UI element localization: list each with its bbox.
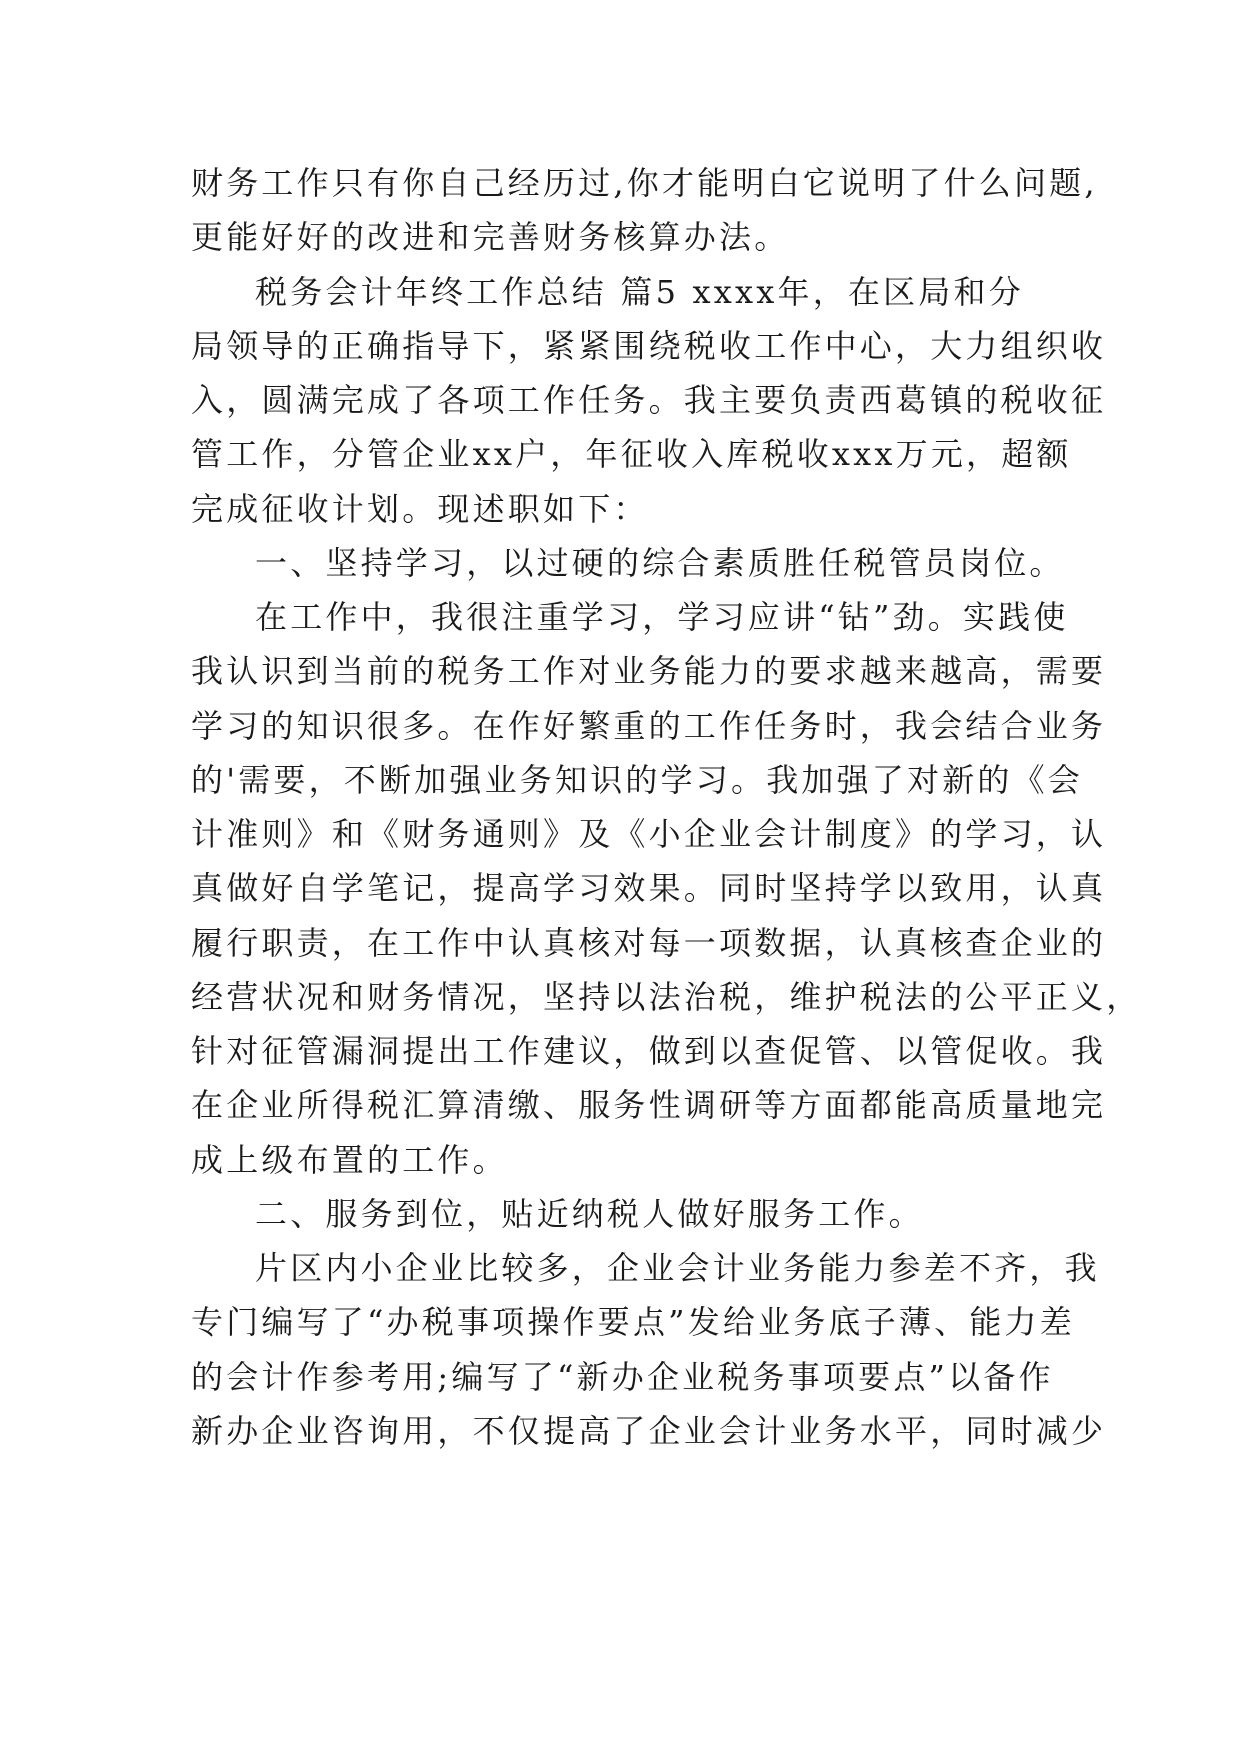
text-line: 专门编写了“办税事项操作要点”发给业务底子薄、能力差 bbox=[191, 1303, 1075, 1342]
text-line: 成上级布置的工作。 bbox=[191, 1140, 508, 1179]
text-line: 的'需要，不断加强业务知识的学习。我加强了对新的《会 bbox=[191, 760, 1083, 799]
text-line: 局领导的正确指导下，紧紧围绕税收工作中心，大力组织收 bbox=[191, 326, 1107, 365]
text-line: 经营状况和财务情况，坚持以法治税，维护税法的公平正义， bbox=[191, 977, 1142, 1016]
text-line: 入，圆满完成了各项工作任务。我主要负责西葛镇的税收征 bbox=[191, 381, 1107, 419]
document-body bbox=[191, 156, 1142, 1458]
text-line: 计准则》和《财务通则》及《小企业会计制度》的学习，认 bbox=[191, 815, 1107, 853]
text-line: 更能好好的改进和完善财务核算办法。 bbox=[191, 218, 790, 257]
text-line: 财务工作只有你自己经历过,你才能明白它说明了什么问题, bbox=[191, 164, 1098, 202]
text-line: 完成征收计划。现述职如下： bbox=[191, 489, 649, 528]
subheading-line: 一、坚持学习，以过硬的综合素质胜任税管员岗位。 bbox=[255, 543, 1065, 582]
text-line: 真做好自学笔记，提高学习效果。同时坚持学以致用，认真 bbox=[191, 869, 1107, 908]
section-heading-line: 税务会计年终工作总结 篇5 xxxx年，在区局和分 bbox=[255, 272, 1024, 311]
text-line: 学习的知识很多。在作好繁重的工作任务时，我会结合业务 bbox=[191, 706, 1107, 745]
paragraph-start-line: 片区内小企业比较多，企业会计业务能力参差不齐，我 bbox=[255, 1249, 1100, 1287]
paragraph-start-line: 在工作中，我很注重学习，学习应讲“钻”劲。实践使 bbox=[255, 598, 1069, 636]
text-line: 针对征管漏洞提出工作建议，做到以查促管、以管促收。我 bbox=[191, 1032, 1107, 1070]
text-line: 履行职责，在工作中认真核对每一项数据，认真核查企业的 bbox=[191, 923, 1107, 962]
subheading-line: 二、服务到位，贴近纳税人做好服务工作。 bbox=[255, 1194, 924, 1233]
text-line: 我认识到当前的税务工作对业务能力的要求越来越高，需要 bbox=[191, 652, 1107, 691]
text-line: 新办企业咨询用，不仅提高了企业会计业务水平，同时减少 bbox=[191, 1411, 1107, 1450]
text-line: 的会计作参考用;编写了“新办企业税务事项要点”以备作 bbox=[191, 1357, 1054, 1396]
text-line: 管工作，分管企业xx户，年征收入库税收xxx万元，超额 bbox=[191, 435, 1072, 474]
text-line: 在企业所得税汇算清缴、服务性调研等方面都能高质量地完 bbox=[191, 1086, 1107, 1125]
